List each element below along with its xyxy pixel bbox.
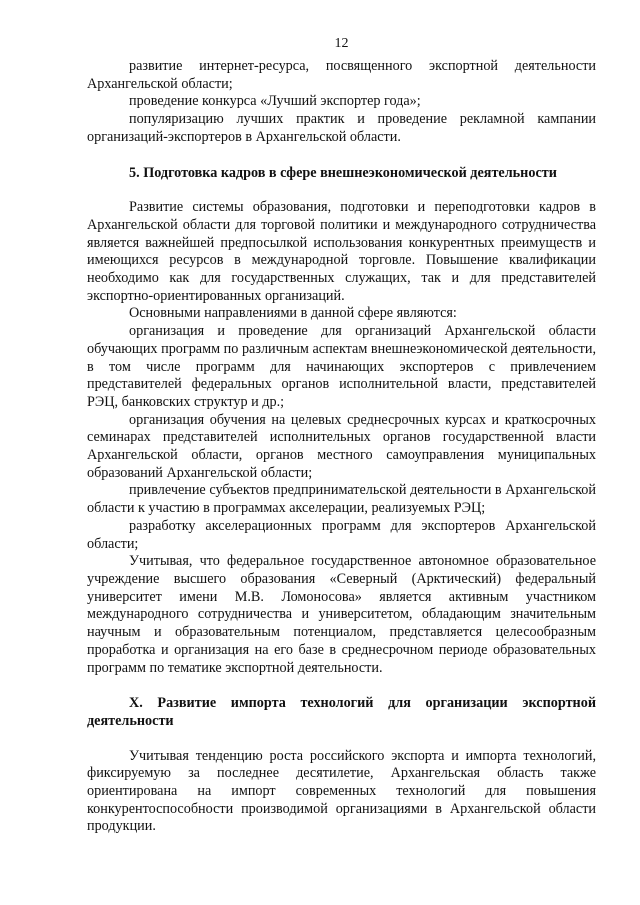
section-spacer [87,147,596,165]
list-item: организация и проведение для организаций Архангельской области обучающих программ по различным аспектам внешнеэкономической деятельности, в том числе программ для начинающих экспортеров с привлечением представителей федеральных органов исполнительной власти, представителей РЭЦ, банковских структур и др.; [87,323,596,410]
list-item: проведение конкурса «Лучший экспортер года»; [129,93,421,110]
section-x-heading: X. Развитие импорта технологий для организации экспортной деятельности [87,695,596,729]
list-item: привлечение субъектов предпринимательской деятельности в Архангельской области к участию в программах акселерации, реализуемых РЭЦ; [87,482,596,517]
paragraph: Учитывая, что федеральное государственное автономное образовательное учреждение высшего образования «Северный (Арктический) федеральный университет имени М.В. Ломоносова» является активным участником международного сотрудничества и университетом, обладающим значительным научным и образовательным потенциалом, представляется целесообразным проработка и организация на его базе в среднесрочном периоде образовательных программ по тематике экспортной деятельности. [87,553,596,676]
heading-spacer [87,182,596,199]
heading-spacer [87,731,596,748]
list-item: популяризацию лучших практик и проведение рекламной кампании организаций-экспортеров в Архангельской области. [87,111,596,145]
paragraph: Основными направлениями в данной сфере являются: [129,305,457,322]
paragraph: Развитие системы образования, подготовки и переподготовки кадров в Архангельской области для торговой политики и международного сотрудничества является важнейшей предпосылкой использования конкурентных преимуществ и имеющихся ресурсов в международной торговле. Повышение квалификации необходимо как для государственных служащих, так и для представителей экспортно-ориентированных организаций. [87,199,596,304]
list-item: развитие интернет-ресурса, посвященного экспортной деятельности Архангельской области; [87,58,596,92]
list-item: разработку акселерационных программ для экспортеров Архангельской области; [87,517,596,552]
section-spacer [87,677,596,695]
list-item: организация обучения на целевых среднесрочных курсах и краткосрочных семинарах представителей исполнительных органов государственной власти Архангельской области, органов местного самоуправления муниципальных образований Архангельской области; [87,411,596,481]
document-page [87,36,596,836]
paragraph: Учитывая тенденцию роста российского экспорта и импорта технологий, фиксируемую за последнее десятилетие, Архангельская область также ориентирована на импорт современных технологий для повышения конкурентоспособности производимой организациями в Архангельской области продукции. [87,747,596,835]
section-5-heading: 5. Подготовка кадров в сфере внешнеэкономической деятельности [129,164,557,181]
page-number: 12 [334,36,349,51]
